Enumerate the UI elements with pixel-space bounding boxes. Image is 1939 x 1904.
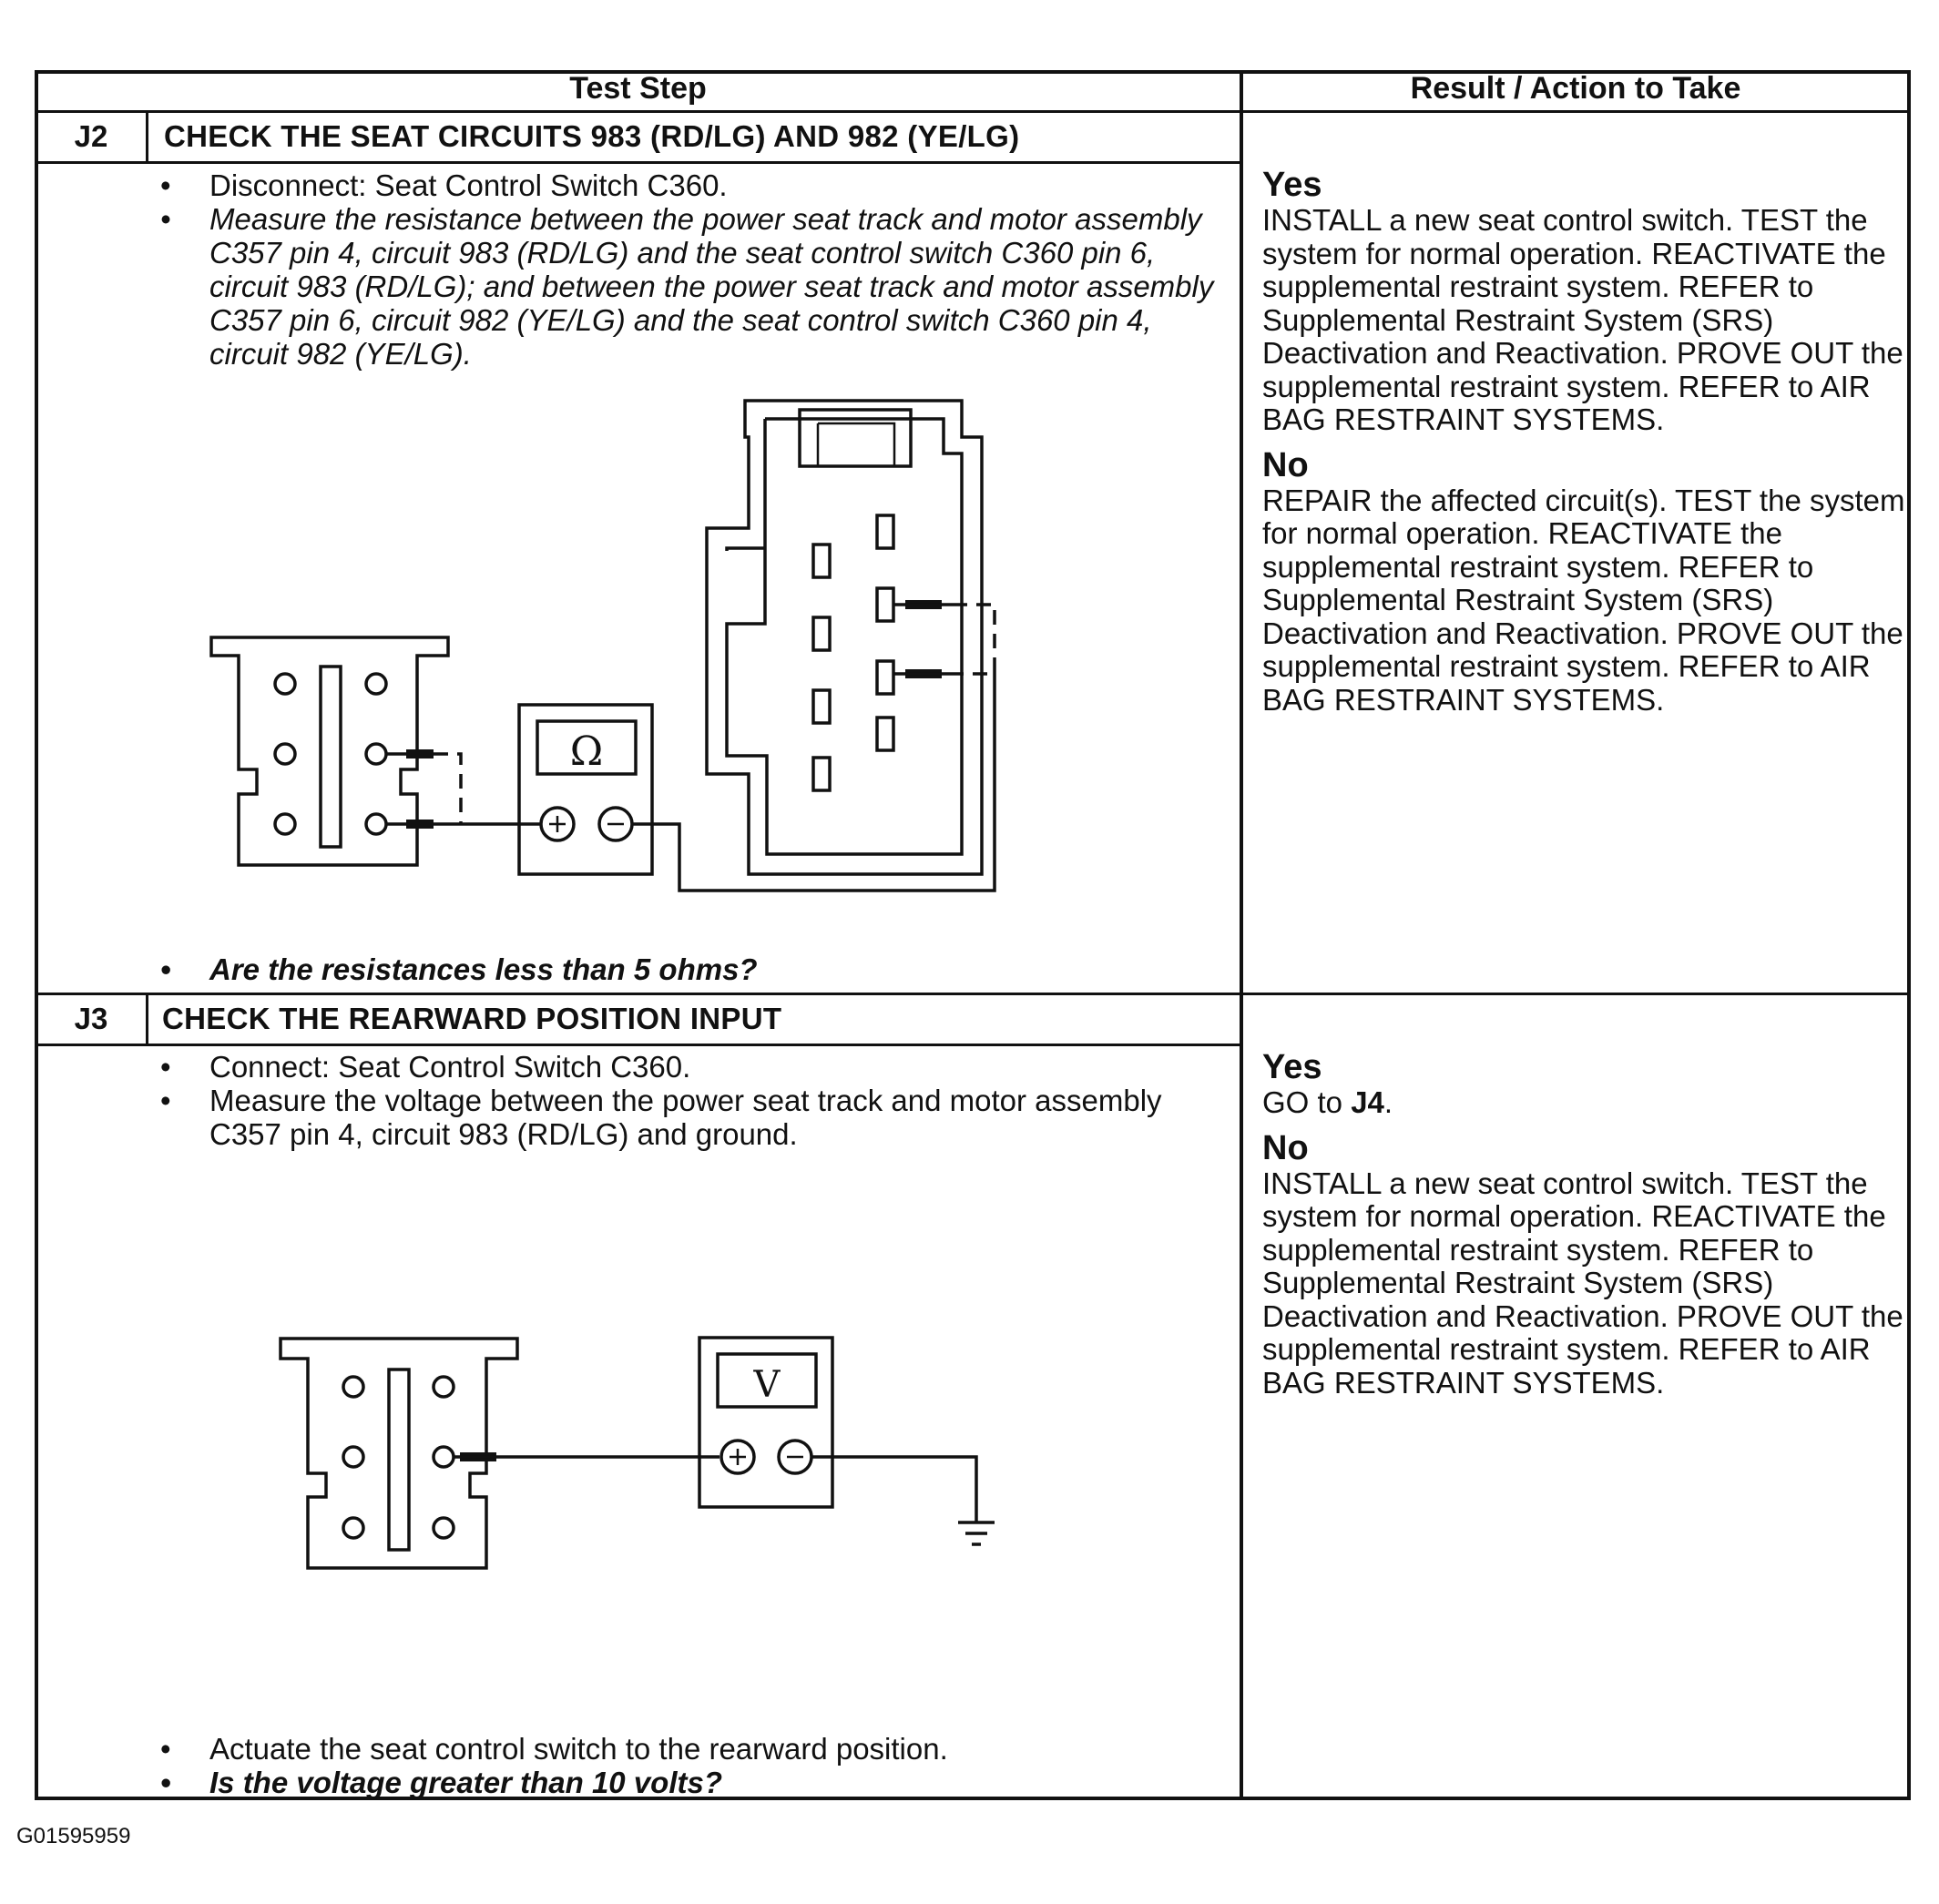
j3-title-divider [35,1044,1241,1046]
header-divider-right [1240,110,1911,113]
j2-c360-pin [366,674,386,694]
column-divider [1240,70,1243,1800]
j3-volt-symbol: V [753,1364,781,1406]
j2-c357-terminal [877,515,893,548]
j3-pin [343,1447,363,1467]
figure-id: G01595959 [16,1824,131,1848]
j3-voltmeter [699,1338,832,1507]
j3-plus-sign [730,1449,746,1465]
j2-c357-terminal [877,718,893,750]
j3-bullet-measure: • Measure the voltage between the power seat track and motor assembly C357 pin 4, circuit 983 (RD/LG) and ground. [155,1084,1230,1151]
header-test-step: Test Step [569,71,707,106]
j2-result [1262,166,1909,717]
j2-c360-pin [275,744,295,764]
j3-result [1262,1048,1909,1400]
j3-action: • Actuate the seat control switch to the rearward position. [155,1732,1230,1766]
step-title-j3: CHECK THE REARWARD POSITION INPUT [162,1002,782,1035]
j2-probe-tip [406,820,434,829]
step-id-j2: J2 [74,119,108,153]
j3-yes-label: Yes [1262,1048,1322,1086]
j3-pin [434,1447,454,1467]
j2-ohm-symbol: Ω [569,728,604,775]
step-divider [35,993,1911,995]
j2-instructions [155,168,1230,371]
j2-c357-jumper-dashed [953,605,995,674]
j3-yes-text: GO to [1262,1085,1343,1119]
step-id-j3: J3 [74,1002,108,1035]
header-divider [35,110,1243,113]
j3-question: • Is the voltage greater than 10 volts? [155,1766,1230,1799]
j2-probe-tip [406,749,434,759]
j2-id-divider [146,111,148,162]
j3-instructions [155,1050,1230,1151]
j3-actions [155,1732,1230,1799]
j2-c360-pin [275,674,295,694]
j2-c357-terminal [813,690,830,723]
j2-bullet-measure: • Measure the resistance between the power seat track and motor assembly C357 pin 4, circuit 983 (RD/LG) and the seat control switch C360 pin 6, circuit 983 (RD/LG); and between the power seat track and motor assembly C357 pin 6, circuit 982 (YE/LG) and the seat control switch C360 pin 4, circuit 982 (YE/LG). [155,202,1230,371]
j3-pin [343,1377,363,1397]
step-title-j2: CHECK THE SEAT CIRCUITS 983 (RD/LG) AND 982 (YE/LG) [164,119,1020,153]
header-result-action: Result / Action to Take [1410,71,1741,106]
j2-c357-terminal [877,661,893,694]
j2-question: • Are the resistances less than 5 ohms? [155,952,1230,986]
j3-bullet-connect: • Connect: Seat Control Switch C360. [155,1050,1230,1084]
j2-c360-pin [275,814,295,834]
j3-lead-negative [811,1457,976,1522]
j3-no-label: No [1262,1128,1309,1167]
j2-c357-terminal [813,758,830,790]
j2-yes-label: Yes [1262,166,1322,204]
j3-id-divider [146,993,148,1044]
j3-yes-target[interactable]: J4 [1351,1085,1384,1119]
j3-voltage-diagram [0,1329,1239,1621]
j2-c357-terminal [813,545,830,577]
j2-resistance-diagram [0,382,1239,947]
j2-c360-pin [366,744,386,764]
j2-plus-sign [549,816,566,832]
j2-question-list [155,952,1230,986]
j2-c357-latch-inner [818,423,894,466]
j2-jumper-dashed [434,754,461,824]
j3-pin [434,1518,454,1538]
j3-pin [343,1518,363,1538]
ground-icon [958,1522,995,1544]
j2-c357-terminal [877,588,893,621]
j2-bullet-disconnect: • Disconnect: Seat Control Switch C360. [155,168,1230,202]
j2-c360-pin [366,814,386,834]
j3-no-text: INSTALL a new seat control switch. TEST the system for normal operation. REACTIVATE the supplemental restraint system. REFER to Supplemental Restraint System (SRS) Deactivation and Reactivation. PROVE OUT the supplemental restraint system. REFER to AIR BAG RESTRAINT SYSTEMS. [1262,1166,1903,1400]
j2-no-label: No [1262,445,1309,484]
j2-c360-center-slot [321,667,341,847]
j3-center-slot [389,1369,409,1550]
j2-title-divider [35,161,1241,164]
j2-no-text: REPAIR the affected circuit(s). TEST the system for normal operation. REACTIVATE the supplemental restraint system. REFER to Supplemental Restraint System (SRS) Deactivation and Reactivation. PROVE OUT the supplemental restraint system. REFER to AIR BAG RESTRAINT SYSTEMS. [1262,483,1905,717]
j2-yes-text: INSTALL a new seat control switch. TEST the system for normal operation. REACTIVATE the supplemental restraint system. REFER to Supplemental Restraint System (SRS) Deactivation and Reactivation. PROVE OUT the supplemental restraint system. REFER to AIR BAG RESTRAINT SYSTEMS. [1262,203,1903,436]
j2-c357-terminal [813,617,830,650]
j3-pin [434,1377,454,1397]
j2-c357-inner [727,419,962,854]
j2-connector-c357 [707,401,982,874]
j3-yes-line: GO to J4. [1262,1085,1393,1119]
